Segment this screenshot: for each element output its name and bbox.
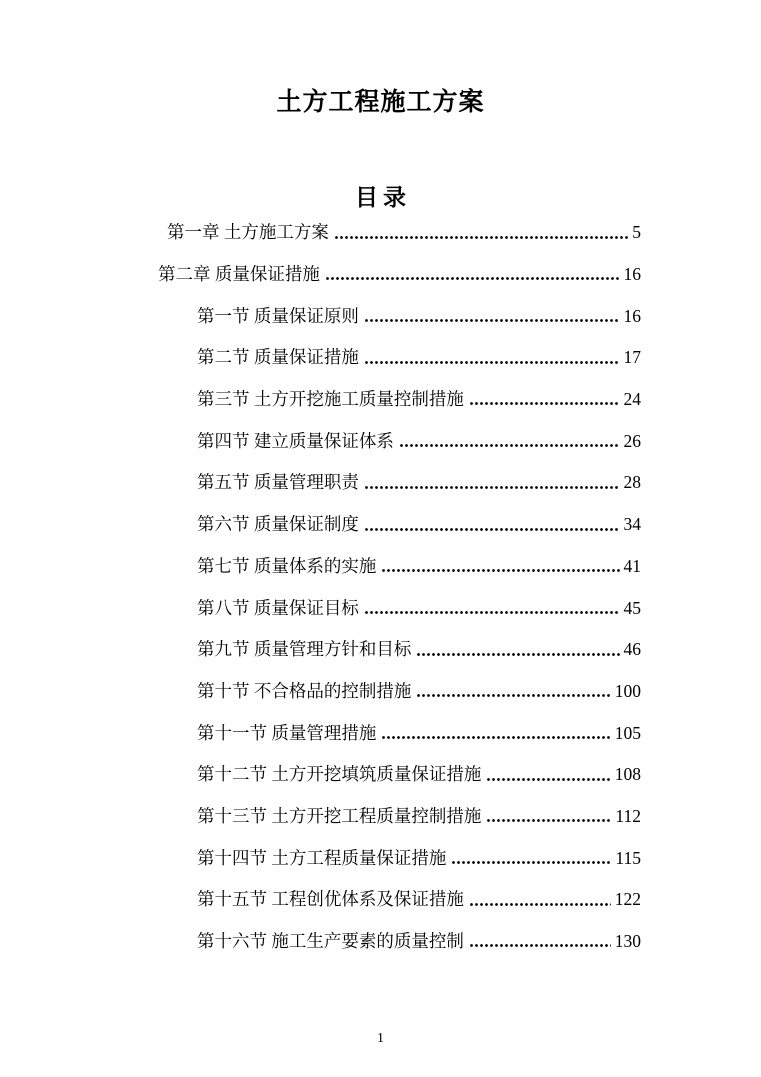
toc-leader-dots	[452, 861, 611, 864]
toc-leader-dots	[365, 611, 620, 614]
toc-entry-label: 第二章 质量保证措施	[158, 264, 320, 284]
toc-entry-label: 第十六节 施工生产要素的质量控制	[197, 931, 464, 951]
toc-entry-row[interactable]	[120, 797, 641, 839]
toc-entry-label: 第二节 质量保证措施	[197, 347, 359, 368]
toc-leader-dots	[487, 778, 610, 781]
toc-entry-page: 41	[623, 555, 641, 576]
toc-entry-label: 第八节 质量保证目标	[197, 597, 359, 618]
toc-entry-page: 24	[623, 389, 641, 410]
toc-entry-label: 第四节 建立质量保证体系	[197, 430, 394, 451]
toc-entry-row[interactable]	[120, 547, 641, 589]
toc-entry-row[interactable]	[120, 880, 641, 922]
toc-entry-page: 122	[614, 889, 641, 910]
toc-entry-page: 105	[614, 722, 641, 743]
toc-entry-page: 130	[614, 931, 641, 951]
toc-entry-row[interactable]	[120, 505, 641, 547]
toc-entry-page: 26	[623, 430, 641, 451]
toc-entry-row[interactable]	[120, 713, 641, 755]
toc-entry-label: 第三节 土方开挖施工质量控制措施	[197, 389, 464, 410]
toc-leader-dots	[470, 944, 611, 947]
toc-entry-page: 34	[623, 514, 641, 535]
toc-leader-dots	[382, 736, 610, 739]
toc-leader-dots	[326, 277, 620, 280]
toc-leader-dots	[487, 819, 611, 822]
toc-entry-row[interactable]	[120, 630, 641, 672]
toc-entry-row[interactable]	[120, 463, 641, 505]
toc-entry-row[interactable]	[120, 672, 641, 714]
toc-entry-page: 45	[623, 597, 641, 618]
toc-leader-dots	[417, 653, 619, 656]
toc-entry-label: 第一章 土方施工方案	[167, 222, 329, 243]
toc-entry-row[interactable]	[120, 755, 641, 797]
toc-entry-row[interactable]	[120, 296, 641, 338]
toc-entry-page: 115	[615, 847, 641, 868]
toc-leader-dots	[470, 402, 620, 405]
toc-entry-label: 第十节 不合格品的控制措施	[197, 680, 412, 701]
toc-entry-row[interactable]	[120, 922, 641, 964]
toc-leader-dots	[365, 319, 620, 322]
toc-entry-label: 第十三节 土方开挖工程质量控制措施	[197, 805, 482, 826]
toc-entry-row[interactable]	[120, 588, 641, 630]
toc-entry-label: 第十五节 工程创优体系及保证措施	[197, 889, 464, 910]
toc-entry-page: 112	[615, 805, 641, 826]
toc-entry-page: 17	[623, 347, 641, 368]
toc-entry-label: 第一节 质量保证原则	[197, 305, 359, 326]
footer-page-number: 1	[377, 1031, 384, 1046]
toc-leader-dots	[382, 569, 619, 572]
table-of-contents	[120, 213, 641, 963]
toc-entry-page: 46	[623, 639, 641, 660]
toc-entry-label: 第十二节 土方开挖填筑质量保证措施	[197, 764, 482, 785]
toc-entry-label: 第五节 质量管理职责	[197, 472, 359, 493]
toc-entry-page: 16	[623, 264, 641, 284]
document-title: 土方工程施工方案	[276, 88, 485, 116]
toc-entry-label: 第十四节 土方工程质量保证措施	[197, 847, 447, 868]
toc-leader-dots	[400, 444, 620, 447]
toc-entry-page: 28	[623, 472, 641, 493]
toc-entry-row[interactable]	[120, 255, 641, 297]
toc-leader-dots	[365, 528, 620, 531]
toc-leader-dots	[470, 903, 611, 906]
toc-entry-label: 第十一节 质量管理措施	[197, 722, 377, 743]
toc-entry-page: 100	[614, 680, 641, 701]
toc-entry-row[interactable]	[120, 838, 641, 880]
toc-entry-label: 第六节 质量保证制度	[197, 514, 359, 535]
toc-entry-row[interactable]	[120, 380, 641, 422]
toc-entry-page: 108	[614, 764, 641, 785]
toc-entry-row[interactable]	[120, 213, 641, 255]
toc-entry-row[interactable]	[120, 338, 641, 380]
toc-leader-dots	[417, 694, 610, 697]
toc-entry-label: 第七节 质量体系的实施	[197, 555, 377, 576]
toc-leader-dots	[365, 486, 620, 489]
toc-leader-dots	[365, 361, 620, 364]
toc-heading: 目录	[355, 184, 411, 210]
toc-entry-row[interactable]	[120, 421, 641, 463]
toc-leader-dots	[335, 236, 628, 239]
toc-entry-page: 16	[623, 305, 641, 326]
toc-entry-page: 5	[632, 222, 641, 243]
toc-entry-label: 第九节 质量管理方针和目标	[197, 639, 412, 660]
